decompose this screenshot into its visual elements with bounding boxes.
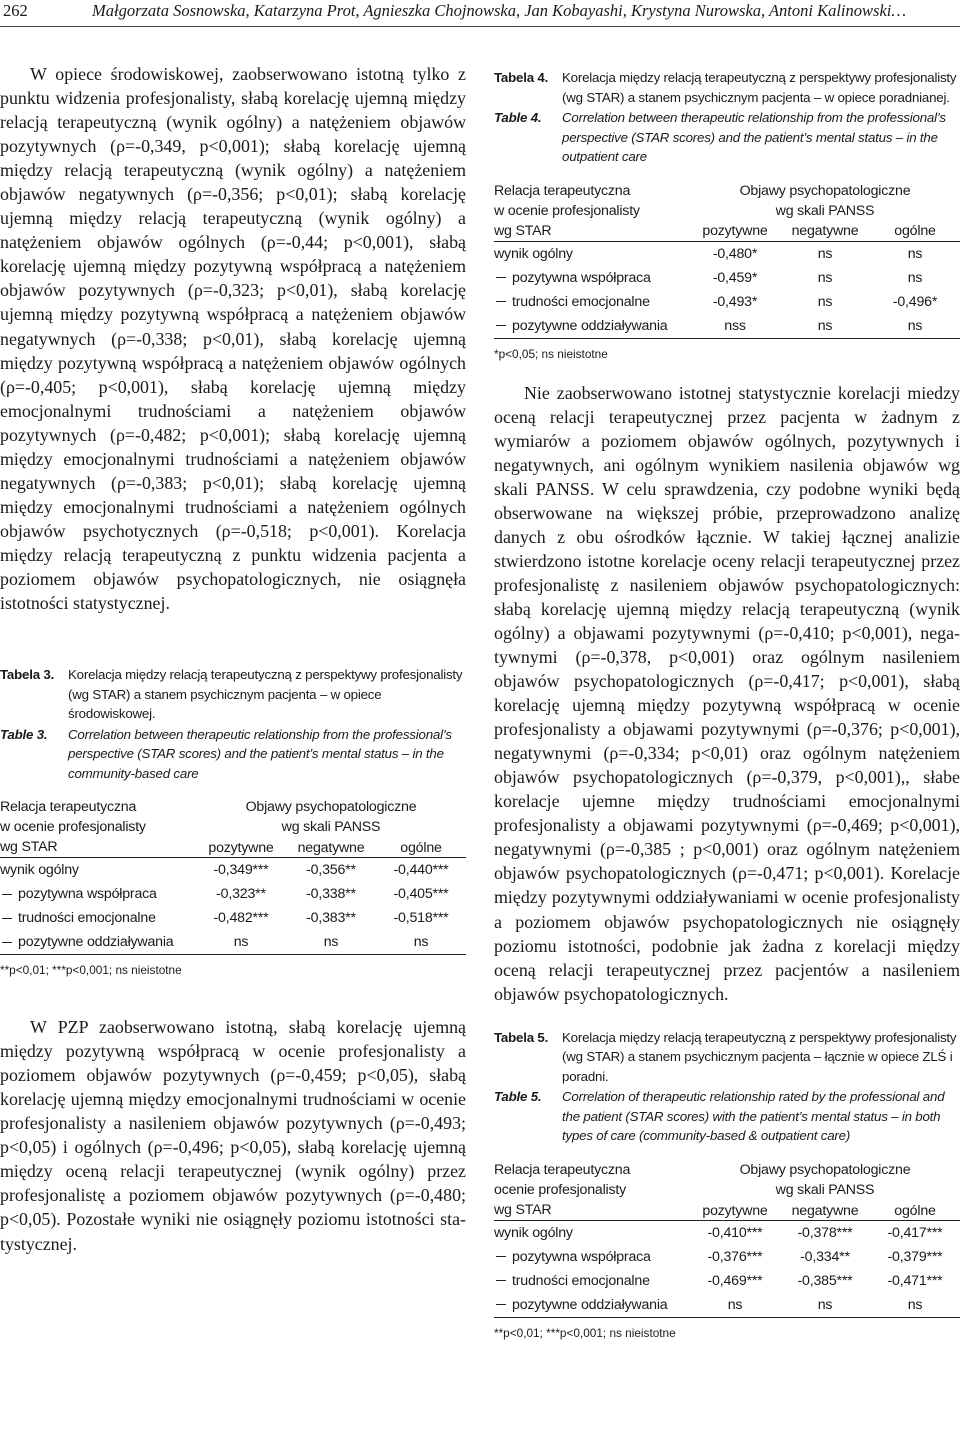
table-cell: ns (907, 245, 923, 262)
table-cell: ns (413, 934, 429, 951)
table-cell: -0,480* (712, 245, 758, 262)
right-column (494, 68, 960, 1340)
body-paragraph: W opiece środowiskowej, zaobserwowano istotną tylko z punktu widzenia profesjonalisty, słabą korelację ujemną między relacją terapeutyczną (wynik ogólny) a natężeniem objawów pozytywnych (ρ=-0,349, p<0,001); słabą korelację ujemną między relacją terapeutyczną (wynik ogólny) a natężeniem objawów negatywnych (ρ=-0,356; p<0,01); słabą korelację ujemną między relacją terapeutyczną (wynik ogólny) a natężeniem objawów ogólnych (ρ=-0,44; p<0,001), słabą korelację ujemną między pozytywną współpracą a natężeniem objawów pozytywnych (ρ=-0,323; p<0,01), słabą korelację ujemną między pozytywną współpracą a natężeniem objawów negatywnych (ρ=-0,338; p<0,01), słabą korelację ujemną między pozytywną współpracą a natężeniem objawów ogólnych (ρ=-0,405; p<0,001), słabą korelację ujemną między emocjonalnymi trudnościami a natężeniem objawów pozytywnych (ρ=-0,482; p<0,001); słabą korelację ujemną między emocjonalnymi trudnościami a natężeniem objawów negatywnych (ρ=-0,383; p<0,01); słabą korelację ujemną między emocjonalnymi trudnościami a natężeniem ogólnych objawów psychotycznych (ρ=-0,518; p<0,001). Korelacja między relacją terapeutyczną z punktu widzenia pacjenta a poziomem objawów psychopatologicznych, nie osiągnęła istotności statystycznej. (0, 64, 466, 614)
table-cell: ns (817, 269, 833, 286)
table-cell: -0,518*** (393, 910, 449, 927)
table-caption-en: Correlation of therapeutic relationship rated by the professional and the patient (STAR scores) with the patient’s mental status – in both types of care (community-based & outpatient care) (562, 1089, 945, 1144)
row-label: trudności emocjonalne (512, 1272, 650, 1289)
table-row (494, 241, 960, 266)
body-paragraph: W PZP zaobserwowano istotną, słabą korelację ujemną między pozytywną współpracą w ocenie profesjonalisty a poziomem objawów pozytywnych (ρ=-0,459; p<0,05), słabą korelację ujemną między emocjonalnymi trudnościami w ocenie profesjonalisty a nasileniem objawów pozytywnych (ρ=-0,493; p<0,05) i ogólnych (ρ=-0,496; p<0,05), słabą korelację ujemną między oceną relacji terapeutycznej (wynik ogólny) przez profesjonalistę a poziomem objawów pozytywnych (ρ=-0,480; p<0,05). Pozostałe wyniki nie osiągnęły poziomu istotności statystycznej. (0, 1017, 466, 1254)
row-label: pozytywne oddziaływania (512, 317, 668, 334)
table-caption (494, 68, 960, 167)
table-cell: -0,417*** (887, 1224, 943, 1241)
table-caption-pl: Korelacja między relacją terapeutyczną z perspektywy profesjonalisty (wg STAR) a stanem psychicznym pacjenta – łącznie w opiece ZLŚ i poradni. (562, 1029, 957, 1084)
table-row (0, 930, 466, 955)
table-label-en: Table 3. (0, 726, 48, 742)
dash-marker (496, 1280, 506, 1281)
table-row (494, 1220, 960, 1245)
dash-marker (496, 301, 506, 302)
table-label: Tabela 3. (0, 667, 55, 683)
table-cell: -0,379*** (887, 1248, 943, 1265)
table-cell: -0,338** (306, 886, 356, 903)
table-cell: -0,440*** (393, 862, 449, 879)
row-header-line: wg STAR (0, 839, 58, 856)
table-row (494, 1245, 960, 1269)
row-label: pozytywne oddziaływania (512, 1296, 668, 1313)
group-header: Objawy psychopatologiczne wg skali PANSS (245, 799, 417, 836)
table-cell: ns (727, 1296, 743, 1313)
dash-marker (2, 918, 12, 919)
dash-marker (496, 1304, 506, 1305)
table-cell: -0,385*** (797, 1272, 853, 1289)
data-table (494, 1160, 960, 1318)
column-header: pozytywne (702, 223, 768, 240)
dash-marker (2, 942, 12, 943)
column-header: negatywne (791, 223, 859, 240)
table-cell: -0,493* (712, 293, 758, 310)
row-header-cell (494, 181, 690, 241)
table-caption (0, 665, 466, 783)
row-label: trudności emocjonalne (512, 293, 650, 310)
dash-marker (496, 277, 506, 278)
table-note: **p<0,01; ***p<0,001; ns nieistotne (0, 963, 182, 978)
dash-marker (496, 1256, 506, 1257)
table-cell: -0,376*** (707, 1248, 763, 1265)
table-cell: -0,356** (306, 862, 356, 879)
table-caption (494, 1028, 960, 1146)
column-header: pozytywne (702, 1202, 768, 1219)
table-cell: -0,496* (892, 293, 938, 310)
body-paragraph: Nie zaobserwowano istotnej statystycznie korelacji miedzy oceną relacji terapeutycznej przez pacjenta w żadnym z wymiarów a poziomem objawów ogólnych, pozytywnych i negatywnych, ani ogólnym wynikiem nasilenia objawów wg skali PANSS. W celu sprawdzenia, czy podobne wyniki będą obserwowane na większej próbie, przeprowadzono analizę danych z obu ośrodków łącznie. W takiej łącznej analizie stwierdzono istotne korelacje oceny relacji terapeutycznej przez profesjonalistę z nasileniem objawów psychopatologicznych: słabą korelację ujemną między relacją terapeutyczną (wynik ogólny) a objawami pozytywnymi (ρ=-0,410; p<0,001), negatywnymi (ρ=-0,378, p<0,001) oraz ogólnym nasileniem objawów psychopatologicznych (ρ=-0,417; p<0,001), słabą korelację ujemną między pozytywną współpracą w ocenie profesjonalisty a objawami pozytywnymi (ρ=-0,376; p<0,001), negatywnymi (ρ=-0,334; p<0,01) oraz ogólnym natężeniem objawów psychopatologicznych (ρ=-0,379, p<0,001),, słabe korelacje ujemne między trudnościami emocjonalnymi profesjonalisty a objawami pozytywnymi (ρ=-0,469; p<0,001), negatywnymi (ρ=-0,385 ; p<0,001) oraz ogólnym natężeniem objawów psychopatologicznych (ρ=-0,471; p<0,001). Korelacje między pozytywnymi oddziaływaniami w ocenie profesjonalisty a poziomem objawów psychopatologicznych nie osiągnęły poziomu istotności, podobnie jak żadna z korelacji między oceną relacji terapeutycznej przez pacjentów a nasileniem objawów psychopatologicznych. (494, 382, 960, 1004)
table-cell: -0,334** (800, 1248, 850, 1265)
table-row (494, 1293, 960, 1318)
table-note: *p<0,05; ns nieistotne (494, 346, 608, 361)
table-row (494, 1269, 960, 1293)
row-label: pozytywna współpraca (512, 269, 651, 286)
header-rule (0, 26, 960, 27)
table-label: Tabela 4. (494, 70, 549, 85)
dash-marker (496, 325, 506, 326)
table-cell: ns (907, 269, 923, 286)
table-cell: ns (817, 293, 833, 310)
table-cell: -0,383** (306, 910, 356, 927)
row-label: pozytywna współpraca (18, 886, 157, 903)
row-header-line: ocenie profesjonalisty (494, 1181, 627, 1198)
table-cell: -0,469*** (707, 1272, 763, 1289)
table-note: **p<0,01; ***p<0,001; ns nieistotne (494, 1325, 676, 1340)
table-row (494, 290, 960, 314)
row-label: trudności emocjonalne (18, 910, 156, 927)
table-cell: ns (817, 1296, 833, 1313)
table-caption-en: Correlation between therapeutic relationship from the professional’s perspective (STAR scores) and the patient’s mental status – in the community-based care (68, 726, 452, 781)
row-header-line: wg STAR (494, 222, 552, 239)
row-label: wynik ogólny (494, 245, 573, 262)
running-head-authors: Małgorzata Sosnowska, Katarzyna Prot, Agnieszka Chojnowska, Jan Kobayashi, Krystyna Nurowska, Antoni Kalinowski… (92, 1, 907, 20)
table-cell: -0,471*** (887, 1272, 943, 1289)
column-header: ogólne (894, 1202, 936, 1219)
table-caption-en: Correlation between therapeutic relationship from the professional’s perspective (STAR scores) and the patient’s mental status – in the outpatient care (562, 110, 946, 164)
row-label: pozytywna współpraca (512, 1248, 651, 1265)
row-header-line: Relacja terapeutyczna (0, 799, 137, 816)
row-header-line: wg STAR (494, 1201, 552, 1218)
table-cell: ns (323, 934, 339, 951)
row-header-line: w ocenie profesjonalisty (494, 202, 640, 219)
table-cell: -0,410*** (707, 1224, 763, 1241)
table-cell: -0,459* (712, 269, 758, 286)
table-cell: -0,482*** (213, 910, 269, 927)
table-caption-pl: Korelacja między relacją terapeutyczną z perspektywy profesjonalisty (wg STAR) a stanem psychicznym pacjenta – w opiece poradnianej. (562, 70, 957, 105)
column-header: ogólne (400, 839, 442, 856)
column-header: pozytywne (208, 839, 274, 856)
row-label: pozytywne oddziaływania (18, 934, 174, 951)
table-row (0, 882, 466, 906)
left-column (0, 62, 466, 1256)
table-cell: ns (233, 934, 249, 951)
table-cell: -0,378*** (797, 1224, 853, 1241)
table-cell: -0,405*** (393, 886, 449, 903)
page-header (0, 0, 960, 32)
table-cell: -0,349*** (213, 862, 269, 879)
column-header: negatywne (297, 839, 365, 856)
row-header-cell (494, 1160, 690, 1220)
table-caption-pl: Korelacja między relacją terapeutyczną z perspektywy profesjonalisty (wg STAR) a stanem psychicznym pacjenta – w opiece środowiskowej. (68, 667, 463, 722)
row-header-line: w ocenie profesjonalisty (0, 819, 146, 836)
table-cell: ns (817, 245, 833, 262)
column-header: negatywne (791, 1202, 859, 1219)
row-header-cell (0, 797, 196, 857)
table-cell: -0,323** (216, 886, 266, 903)
group-header: Objawy psychopatologiczne wg skali PANSS (739, 1161, 911, 1198)
row-label: wynik ogólny (0, 862, 79, 879)
table-cell: ns (907, 1296, 923, 1313)
table-cell: nss (724, 317, 746, 334)
table-cell: ns (817, 317, 833, 334)
page-number: 262 (3, 1, 28, 20)
data-table (494, 181, 960, 339)
data-table (0, 797, 466, 955)
table-row (494, 266, 960, 290)
table-cell: ns (907, 317, 923, 334)
table-label-en: Table 4. (494, 110, 542, 125)
table-label-en: Table 5. (494, 1089, 542, 1105)
dash-marker (2, 894, 12, 895)
table-row (0, 858, 466, 883)
column-header: ogólne (894, 223, 936, 240)
table-row (0, 906, 466, 930)
table-row (494, 314, 960, 339)
group-header: Objawy psychopatologiczne wg skali PANSS (739, 182, 911, 219)
row-header-line: Relacja terapeutyczna (494, 182, 631, 199)
row-header-line: Relacja terapeutyczna (494, 1161, 631, 1178)
table-label: Tabela 5. (494, 1029, 549, 1045)
row-label: wynik ogólny (494, 1224, 573, 1241)
